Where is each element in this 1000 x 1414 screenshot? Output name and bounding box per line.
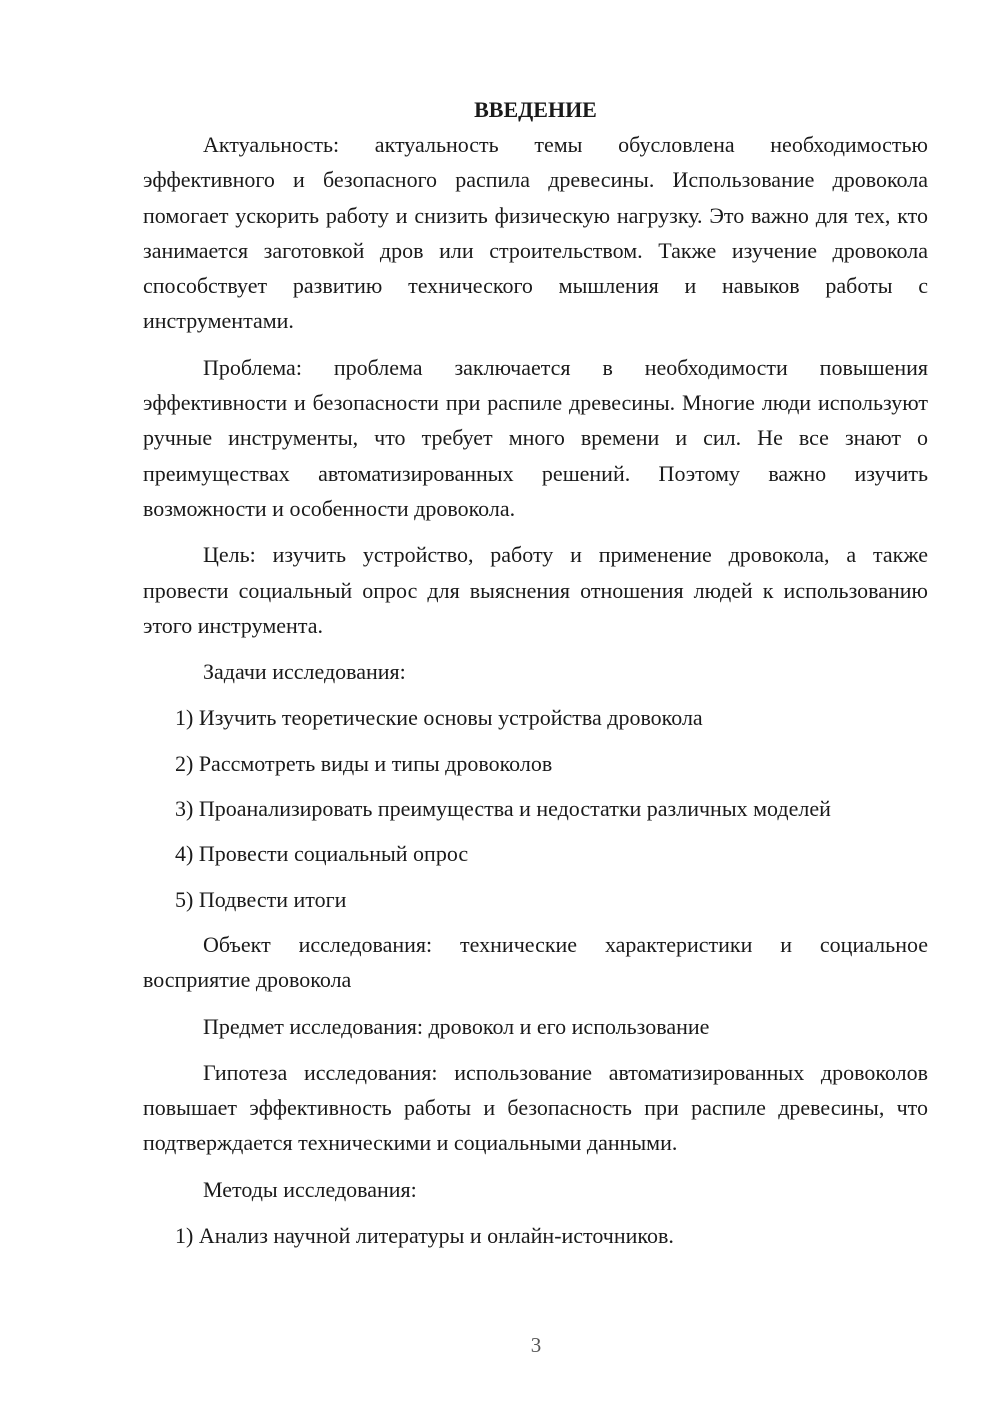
subject-paragraph: Предмет исследования: дровокол и его использование: [203, 1013, 710, 1039]
page-number: 3: [530, 1333, 542, 1357]
task-item: 5) Подвести итоги: [175, 886, 347, 912]
task-item: 1) Изучить теоретические основы устройства дровокола: [175, 705, 703, 731]
task-item: 2) Рассмотреть виды и типы дровоколов: [175, 750, 553, 776]
document-page: [143, 92, 928, 1263]
goal-paragraph: Цель: изучить устройство, работу и применение дровокола, а также провести социальный опрос для выяснения отношения людей к использованию этого инструмента.: [143, 542, 928, 638]
page-title: ВВЕДЕНИЕ: [474, 97, 597, 122]
task-item: 4) Провести социальный опрос: [175, 841, 469, 867]
problem-paragraph: Проблема: проблема заключается в необходимости повышения эффективности и безопасности при распиле древесины. Многие люди используют ручные инструменты, что требует много времени и сил. Не все знают о преимуществах автоматизированных решений. Поэтому важно изучить возможности и особенности дровокола.: [143, 354, 928, 521]
hypothesis-paragraph: Гипотеза исследования: использование автоматизированных дровоколов повышает эффективность работы и безопасность при распиле древесины, что подтверждается техническими и социальными данными.: [143, 1059, 928, 1156]
tasks-heading: Задачи исследования:: [203, 659, 406, 685]
methods-heading: Методы исследования:: [203, 1176, 417, 1202]
method-item: 1) Анализ научной литературы и онлайн-источников.: [175, 1223, 674, 1249]
relevance-paragraph: Актуальность: актуальность темы обусловлена необходимостью эффективного и безопасного распила древесины. Использование дровокола помогает ускорить работу и снизить физическую нагрузку. Это важно для тех, кто занимается заготовкой дров или строительством. Также изучение дровокола способствует развитию технического мышления и навыков работы с инструментами.: [143, 132, 928, 334]
task-item: 3) Проанализировать преимущества и недостатки различных моделей: [175, 796, 831, 822]
object-paragraph: Объект исследования: технические характеристики и социальное восприятие дровокола: [143, 931, 928, 993]
